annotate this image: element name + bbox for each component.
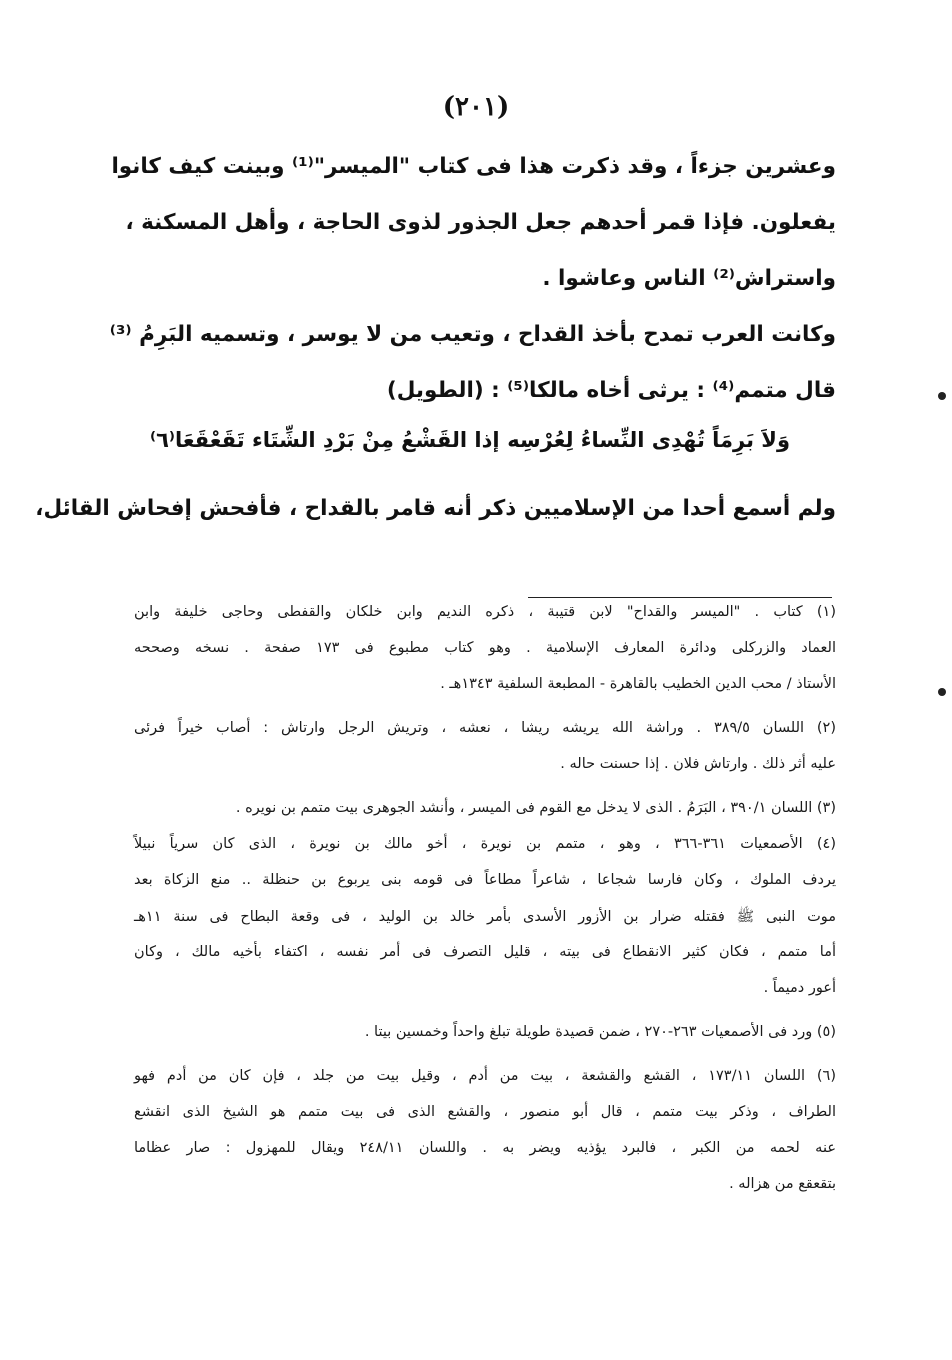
footnote-line: (٤) الأصمعيات ٣٦١-٣٦٦ ، وهو ، متمم بن نويرة ، أخو مالك بن نويرة ، الذى كان سرياً نبيلاً bbox=[134, 836, 836, 852]
footnote-line: عليه أثر ذلك . وارتاش فلان . إذا حسنت حاله . bbox=[560, 756, 836, 772]
poem-verse bbox=[150, 428, 790, 468]
footnote-line: (٣) اللسان ٣٩٠/١ ، البَرَمُ . الذى لا يدخل مع القوم فى الميسر ، وأنشد الجوهرى بيت متمم بن نويره . bbox=[235, 800, 836, 816]
body-line-1: وعشرين جزءاً ، وقد ذكرت هذا فى كتاب "الميسر"⁽¹⁾ وبينت كيف كانوا bbox=[111, 154, 836, 179]
body-line-2: يفعلون. فإذا قمر أحدهم جعل الجذور لذوى الحاجة ، وأهل المسكنة ، bbox=[125, 210, 836, 235]
footnotes bbox=[134, 604, 836, 1244]
poem-second-hemistich: إذا القَشْعُ مِنْ بَرْدِ الشِّتَاء تَقَعْقَعَا⁽٦⁾ bbox=[150, 428, 500, 452]
main-closing bbox=[35, 490, 836, 530]
footnote-line: أما متمم ، فكان كثير الانقطاع فى بيته ، قليل التصرف فى أمر نفسه ، اكتفاء بأخيه مالك ، وكان bbox=[134, 944, 836, 960]
page-number: (٢٠١) bbox=[442, 92, 510, 122]
footnote-line: الأستاذ / محب الدين الخطيب بالقاهرة - المطبعة السلفية ١٣٤٣هـ . bbox=[440, 676, 836, 692]
poem-first-hemistich: وَلاَ بَرِمَاً تُهْدِى النِّساءُ لِعُرْسِه bbox=[507, 428, 790, 452]
body-closing-line: ولم أسمع أحدا من الإسلاميين ذكر أنه قامر بالقداح ، فأفحش إفحاش القائل، bbox=[35, 496, 836, 521]
margin-mark bbox=[938, 392, 946, 400]
footnote-line: (٥) ورد فى الأصمعيات ٢٦٣-٢٧٠ ، ضمن قصيدة طويلة تبلغ واحداً وخمسين بيتا . bbox=[364, 1024, 836, 1040]
body-line-4: وكانت العرب تمدح بأخذ القداح ، وتعيب من لا يوسر ، وتسميه البَرِمُ ⁽³⁾ bbox=[109, 322, 836, 347]
margin-mark bbox=[938, 688, 946, 696]
footnote-line: (٦) اللسان ١٧٣/١١ ، القشع والقشعة ، بيت من أدم ، وقيل بيت من جلد ، فإن كان من أدم فهو bbox=[134, 1068, 836, 1084]
footnote-separator bbox=[528, 597, 832, 598]
body-line-5: قال متمم⁽⁴⁾ : يرثى أخاه مالكا⁽⁵⁾ : (الطويل) bbox=[386, 378, 836, 403]
footnote-line: أعور دميماً . bbox=[763, 980, 836, 996]
footnote-line: العماد والزركلى ودائرة المعارف الإسلامية . وهو كتاب مطبوع فى ١٧٣ صفحة . نسخه وصححه bbox=[134, 640, 836, 656]
footnote-line: (٢) اللسان ٣٨٩/٥ . وراشة الله يريشه ريشا ، نعشه ، وتريش الرجل وارتاش : أصاب خيراً فرئى bbox=[134, 720, 836, 736]
footnote-line: عنه لحمه من الكبر ، فالبرد يؤذيه ويضر به . واللسان ٢٤٨/١١ ويقال للمهزول : صار عظاما bbox=[134, 1140, 836, 1156]
footnote-line: يردف الملوك ، وكان فارسا شجاعا ، شاعراً مطاعاً فى قومه بنى يربوع بن حنظلة .. منع الزكاة بعد bbox=[134, 872, 836, 888]
footnote-line: موت النبى ﷺ فقتله ضرار بن الأزور الأسدى بأمر خالد بن الوليد ، فى وقعة البطاح فى سنة ١١هـ bbox=[134, 909, 836, 925]
footnote-line: الطراف ، وذكر بيت متمم ، قال أبو منصور ، والقشع الذى فى بيت متمم هو الشيخ الذى انقشع bbox=[134, 1104, 836, 1120]
footnote-line: بتقعقع من هزاله . bbox=[729, 1176, 836, 1192]
footnote-line: (١) كتاب . "الميسر والقداح" لابن قتيبة ، ذكره النديم وابن خلكان والقفطى وحاجى خليفة وابن bbox=[134, 604, 836, 620]
body-line-3: واستراش⁽²⁾ الناس وعاشوا . bbox=[542, 266, 836, 291]
